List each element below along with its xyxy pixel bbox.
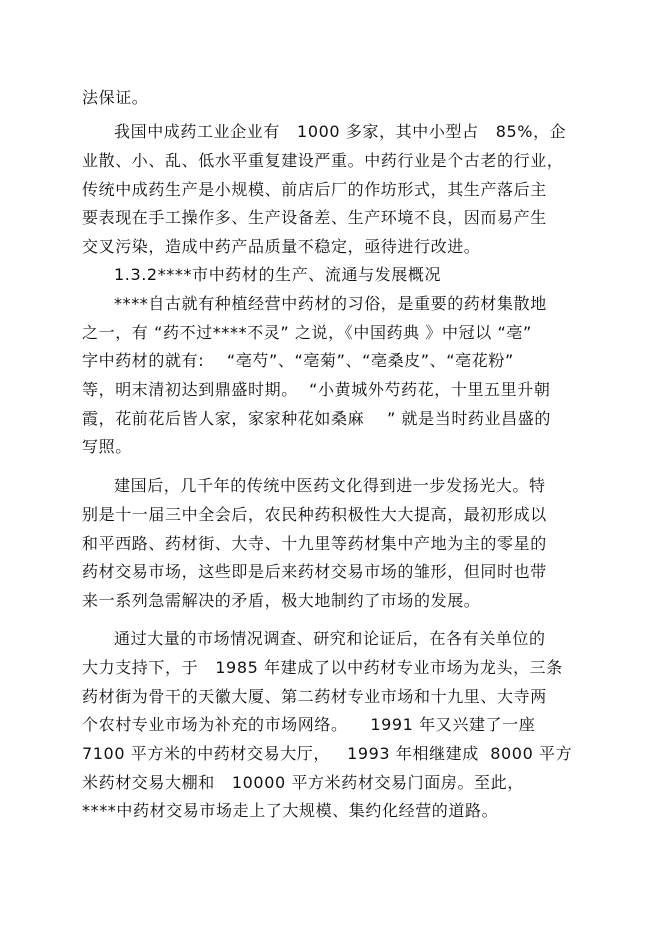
text-line: 字中药材的就有: “亳芍”、“亳菊”、“亳桑皮”、“亳花粉” [82,351,514,370]
text-line: 霞，花前花后皆人家，家家种花如桑麻 ” 就是当时药业昌盛的 [82,409,551,428]
text-line: 业散、小、乱、低水平重复建设严重。中药行业是个古老的行业， [82,151,564,170]
text-line: 7100 平方米的中药材交易大厅， 1993 年相继建成 8000 平方 [82,744,573,763]
text-line: 等，明末清初达到鼎盛时期。 “小黄城外芍药花，十里五里升朝 [82,380,551,399]
text-line: 要表现在手工操作多、生产设备差、生产环境不良，因而易产生 [82,208,547,227]
text-line: 药材街为骨干的天徽大厦、第二药材专业市场和十九里、大寺两 [82,687,547,706]
paragraph-line: 建国后，几千年的传统中医药文化得到进一步发扬光大。特 [114,476,546,495]
text-line: 药材交易市场，这些即是后来药材交易市场的雏形，但同时也带 [82,562,547,581]
paragraph-line: 我国中成药工业企业有 1000 多家，其中小型占 85%，企 [114,122,567,141]
text-line: ****中药材交易市场走上了大规模、集约化经营的道路。 [82,801,499,820]
text-line: 和平西路、药材街、大寺、十九里等药材集中产地为主的零星的 [82,534,547,553]
paragraph-line: ****自古就有种植经营中药材的习俗，是重要的药材集散地 [114,294,547,313]
section-heading: 1.3.2****市中药材的生产、流通与发展概况 [114,265,442,284]
text-line: 传统中成药生产是小规模、前店后厂的作坊形式，其生产落后主 [82,180,547,199]
text-line: 交叉污染，造成中药产品质量不稳定，亟待进行改进。 [82,237,481,256]
text-line: 米药材交易大棚和 10000 平方米药材交易门面房。至此， [82,773,524,792]
text-line: 来一系列急需解决的矛盾，极大地制约了市场的发展。 [82,591,481,610]
text-line: 法保证。 [82,88,149,107]
text-line: 之一，有 “药不过****不灵” 之说，《中国药典 》中冠以 “亳” [82,323,532,342]
text-line: 别是十一届三中全会后，农民种药积极性大大提高，最初形成以 [82,505,547,524]
text-line: 个农村专业市场为补充的市场网络。 1991 年又兴建了一座 [82,715,536,734]
paragraph-line: 通过大量的市场情况调查、研究和论证后，在各有关单位的 [114,629,546,648]
text-line: 写照。 [82,437,132,456]
text-line: 大力支持下，于 1985 年建成了以中药材专业市场为龙头，三条 [82,658,563,677]
